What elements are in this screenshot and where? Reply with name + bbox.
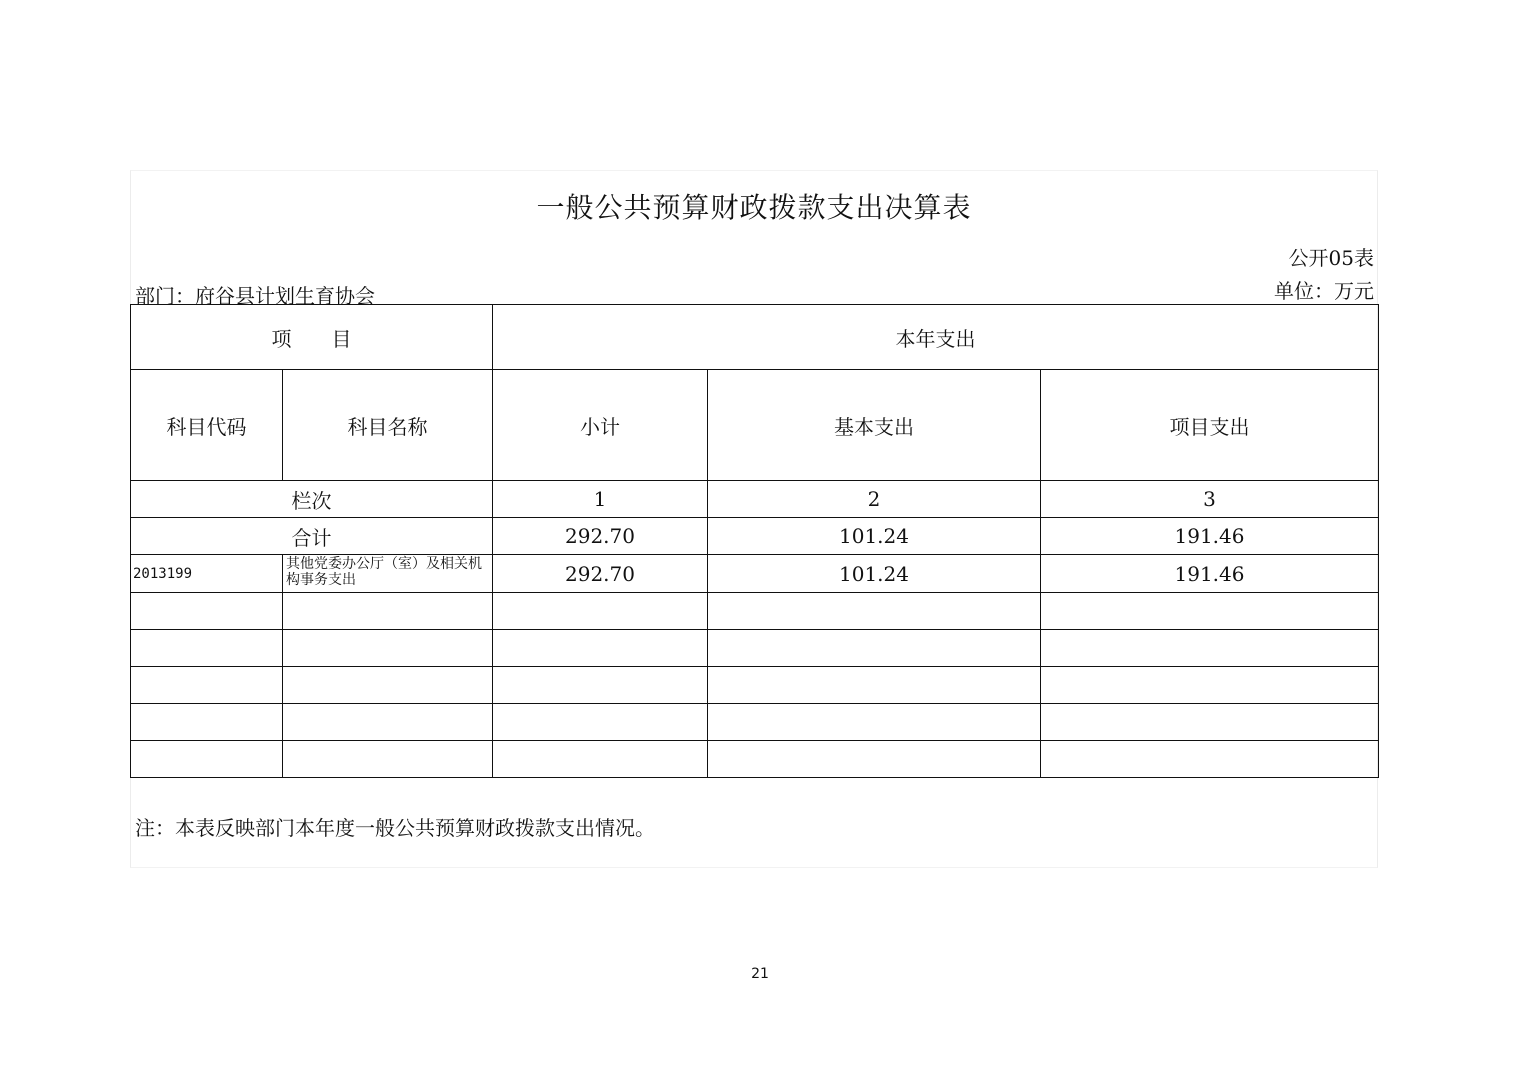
row-index-c3: 3: [1041, 481, 1379, 518]
header-basic-expenditure: 基本支出: [708, 370, 1041, 481]
empty-row: [131, 667, 1379, 704]
empty-cell: [708, 704, 1041, 741]
table-note: 注：本表反映部门本年度一般公共预算财政拨款支出情况。: [135, 816, 655, 840]
header-current-year: 本年支出: [493, 305, 1379, 370]
empty-cell: [708, 593, 1041, 630]
header-item: 项 目: [131, 305, 493, 370]
empty-cell: [708, 667, 1041, 704]
empty-row: [131, 630, 1379, 667]
page-title: 一般公共预算财政拨款支出决算表: [536, 191, 972, 224]
department-label: 部门：府谷县计划生育协会: [135, 284, 375, 308]
empty-cell: [131, 667, 283, 704]
empty-cell: [283, 741, 493, 778]
table-row: [131, 555, 1379, 593]
header-subject-code: 科目代码: [131, 370, 283, 481]
row-total-project: 191.46: [1041, 518, 1379, 555]
empty-cell: [283, 593, 493, 630]
row-basic: 101.24: [708, 555, 1041, 593]
empty-row: [131, 593, 1379, 630]
empty-cell: [1041, 593, 1379, 630]
empty-cell: [1041, 630, 1379, 667]
empty-cell: [131, 593, 283, 630]
row-index-label: 栏次: [131, 481, 493, 518]
row-name: 其他党委办公厅（室）及相关机构事务支出: [283, 555, 493, 593]
empty-cell: [708, 630, 1041, 667]
empty-cell: [283, 704, 493, 741]
row-code: 2013199: [131, 555, 283, 593]
row-total-subtotal: 292.70: [493, 518, 708, 555]
empty-cell: [708, 741, 1041, 778]
header-subtotal: 小计: [493, 370, 708, 481]
table-header-row: [131, 305, 1379, 370]
header-subject-name: 科目名称: [283, 370, 493, 481]
empty-cell: [493, 704, 708, 741]
empty-cell: [493, 667, 708, 704]
empty-row: [131, 741, 1379, 778]
row-project: 191.46: [1041, 555, 1379, 593]
empty-cell: [1041, 667, 1379, 704]
row-total: [131, 518, 1379, 555]
row-total-basic: 101.24: [708, 518, 1041, 555]
form-number: 公开05表: [1288, 246, 1374, 270]
page-number: 21: [751, 966, 769, 982]
empty-cell: [493, 630, 708, 667]
row-subtotal: 292.70: [493, 555, 708, 593]
empty-cell: [131, 630, 283, 667]
empty-cell: [283, 630, 493, 667]
table-subheader-row: [131, 370, 1379, 481]
empty-cell: [493, 741, 708, 778]
row-index-c1: 1: [493, 481, 708, 518]
row-index: [131, 481, 1379, 518]
header-project-expenditure: 项目支出: [1041, 370, 1379, 481]
empty-cell: [131, 741, 283, 778]
expenditure-table: [130, 304, 1379, 778]
empty-cell: [131, 704, 283, 741]
empty-row: [131, 704, 1379, 741]
empty-cell: [283, 667, 493, 704]
empty-cell: [1041, 704, 1379, 741]
empty-cell: [493, 593, 708, 630]
unit-label: 单位：万元: [1274, 279, 1374, 303]
row-total-label: 合计: [131, 518, 493, 555]
row-index-c2: 2: [708, 481, 1041, 518]
empty-cell: [1041, 741, 1379, 778]
